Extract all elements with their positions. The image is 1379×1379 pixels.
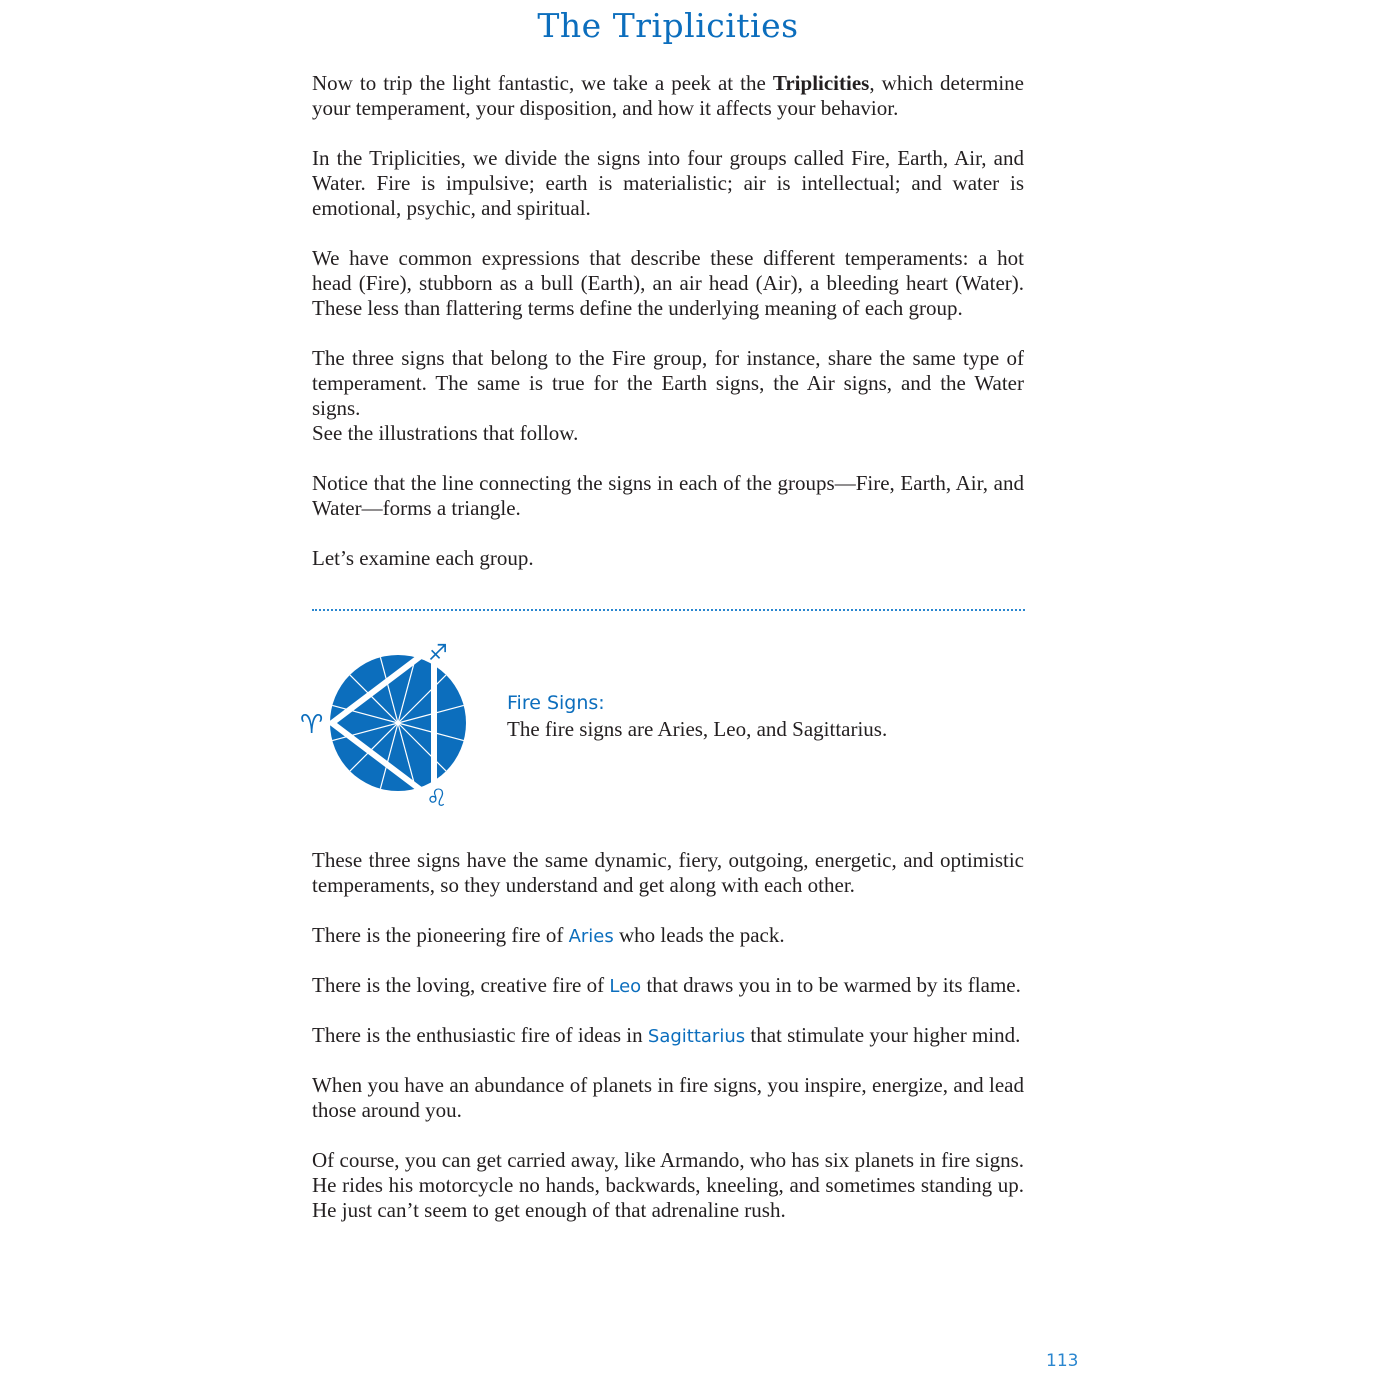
fire-paragraph-6: Of course, you can get carried away, like Armando, who has six planets in fire signs. He rides his motorcycle no hands, backwards, kneeling, and sometimes standing up. He just can’t seem to get enough of that adrenaline rush. <box>312 1148 1024 1222</box>
fire-paragraph-sagittarius <box>312 1023 1024 1049</box>
bold-term: Triplicities <box>772 71 870 95</box>
page-title: The Triplicities <box>537 6 799 45</box>
fire-triangle-zodiac-wheel <box>296 636 476 816</box>
intro-paragraph-6: Notice that the line connecting the signs in each of the groups—Fire, Earth, Air, and Water—forms a triangle. <box>312 471 1024 520</box>
text-run: that draws you in to be warmed by its flame. <box>641 973 1021 997</box>
intro-paragraph-5: See the illustrations that follow. <box>312 421 579 445</box>
sign-name-leo: Leo <box>609 976 642 997</box>
text-run: that stimulate your higher mind. <box>745 1023 1021 1047</box>
fire-paragraph-aries <box>312 923 1024 949</box>
sign-name-aries: Aries <box>568 926 614 947</box>
fire-signs-description: The fire signs are Aries, Leo, and Sagittarius. <box>507 717 888 741</box>
fire-paragraph-leo <box>312 973 1024 999</box>
aries-symbol: ♈ <box>300 710 324 740</box>
leo-symbol: ♌ <box>426 784 448 812</box>
page-number: 113 <box>1046 1351 1079 1371</box>
intro-paragraph-7: Let’s examine each group. <box>312 546 534 570</box>
text-run: There is the enthusiastic fire of ideas in <box>312 1023 648 1047</box>
fire-signs-heading: Fire Signs: <box>507 692 605 714</box>
intro-paragraph-2: In the Triplicities, we divide the signs into four groups called Fire, Earth, Air, and Water. Fire is impulsive; earth is materialistic; air is intellectual; and water is emotional, psychic, and spiritual. <box>312 146 1024 220</box>
text-run: Now to trip the light fantastic, we take a peek at the <box>312 71 773 95</box>
intro-paragraph-1 <box>312 71 1024 121</box>
intro-paragraph-3: We have common expressions that describe these different temperaments: a hot head (Fire), stubborn as a bull (Earth), an air head (Air), a bleeding heart (Water). These less than flattering terms define the underlying meaning of each group. <box>312 246 1024 320</box>
text-run: who leads the pack. <box>613 923 785 947</box>
sagittarius-symbol: ♐ <box>428 641 448 666</box>
text-run: There is the pioneering fire of <box>312 923 569 947</box>
fire-paragraph-1: These three signs have the same dynamic, fiery, outgoing, energetic, and optimistic temperaments, so they understand and get along with each other. <box>312 848 1024 897</box>
text-run: There is the loving, creative fire of <box>312 973 610 997</box>
intro-paragraph-4: The three signs that belong to the Fire group, for instance, share the same type of temperament. The same is true for the Earth signs, the Air signs, and the Water signs. <box>312 346 1024 420</box>
fire-paragraph-5: When you have an abundance of planets in fire signs, you inspire, energize, and lead those around you. <box>312 1073 1024 1122</box>
dotted-divider <box>312 609 1025 611</box>
text-run: , which determine your temperament, your disposition, and how it affects your behavior. <box>312 71 1025 120</box>
sign-name-sagittarius: Sagittarius <box>647 1026 746 1047</box>
